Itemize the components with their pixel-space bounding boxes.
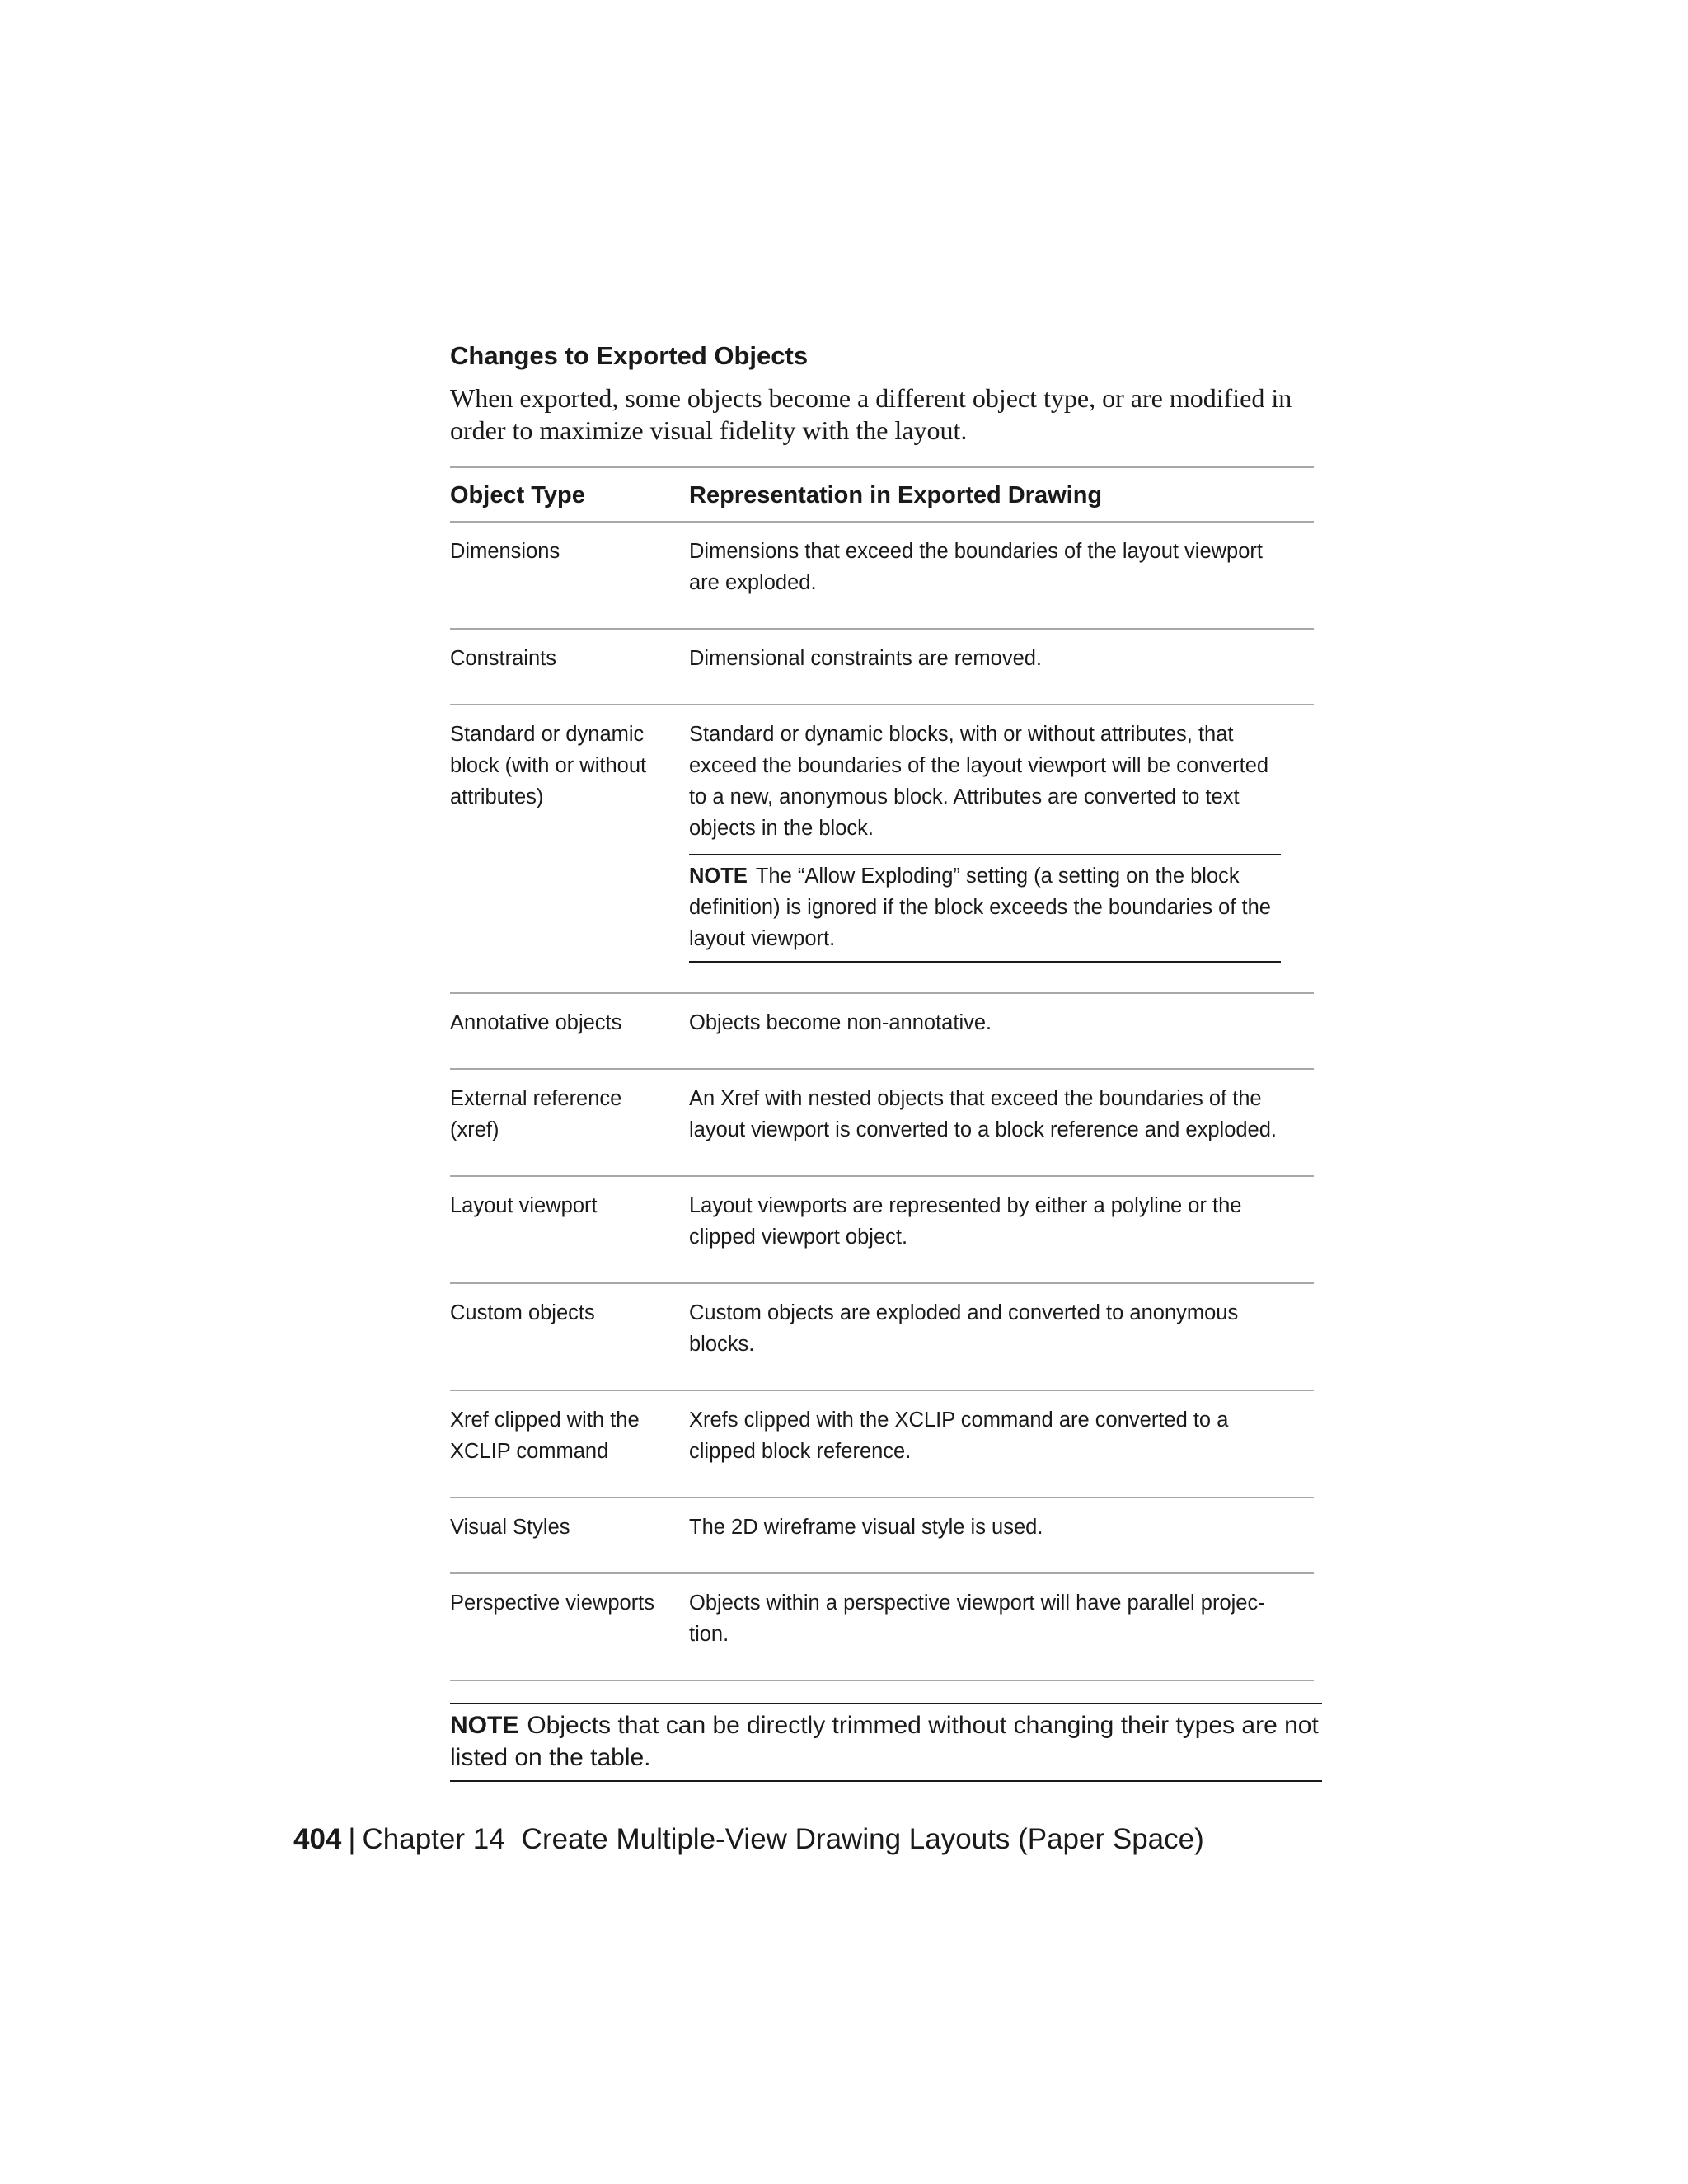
- page-content: [450, 340, 1324, 1782]
- page-footer: [293, 1821, 1204, 1858]
- representation-cell: Objects become non-annotative.: [689, 1011, 992, 1034]
- representation-cell: The 2D wireframe visual style is used.: [689, 1516, 1043, 1539]
- table-row: [450, 1283, 1314, 1390]
- representation-cell: Layout viewports are represented by either a polyline or the clipped viewport object.: [689, 1194, 1242, 1249]
- object-type-cell: Custom objects: [450, 1301, 595, 1324]
- note-text: Objects that can be directly trimmed without changing their types are not listed on the table.: [450, 1712, 1319, 1771]
- table-row: [450, 1497, 1314, 1573]
- header-object-type: Object Type: [450, 482, 585, 509]
- bottom-note: [450, 1703, 1322, 1782]
- block-note: [689, 854, 1281, 963]
- exported-objects-table: [450, 466, 1314, 1681]
- representation-cell: Custom objects are exploded and converted to anonymous blocks.: [689, 1301, 1239, 1356]
- page-number: 404: [293, 1823, 342, 1855]
- representation-text: Standard or dynamic blocks, with or without attributes, that exceed the boundaries of the layout viewport will be converted to a new, anonymous block. Attributes are converted to text objects in the block.: [689, 723, 1269, 840]
- note-label: NOTE: [450, 1712, 519, 1739]
- table-row: [450, 993, 1314, 1069]
- table-row: [450, 1069, 1314, 1176]
- object-type-cell: Perspective viewports: [450, 1591, 655, 1615]
- representation-cell: Xrefs clipped with the XCLIP command are converted to a clipped block reference.: [689, 1408, 1229, 1463]
- table-row: [450, 629, 1314, 705]
- object-type-cell: Constraints: [450, 647, 556, 670]
- table-row: [450, 1176, 1314, 1283]
- object-type-cell: Layout viewport: [450, 1194, 598, 1217]
- chapter-title: Create Multiple-View Drawing Layouts (Paper Space): [521, 1823, 1204, 1855]
- object-type-cell: Visual Styles: [450, 1516, 570, 1539]
- chapter-label: Chapter 14: [362, 1823, 505, 1855]
- representation-cell: An Xref with nested objects that exceed the boundaries of the layout viewport is converted to a block reference and exploded.: [689, 1087, 1278, 1141]
- table-header-row: [450, 467, 1314, 522]
- object-type-cell: Standard or dynamic block (with or without attributes): [450, 723, 647, 808]
- table-row: [450, 1390, 1314, 1497]
- representation-cell: [689, 705, 1314, 993]
- object-type-cell: Dimensions: [450, 540, 560, 563]
- object-type-cell: Xref clipped with the XCLIP command: [450, 1408, 640, 1463]
- table-row: [450, 1573, 1314, 1680]
- representation-cell: Objects within a perspective viewport will have parallel projec-tion.: [689, 1591, 1265, 1646]
- note-label: NOTE: [689, 865, 748, 888]
- intro-paragraph: When exported, some objects become a different object type, or are modified in order to maximize visual fidelity with the layout.: [450, 383, 1292, 445]
- footer-separator: |: [348, 1823, 356, 1855]
- object-type-cell: External reference (xref): [450, 1087, 622, 1141]
- representation-cell: Dimensional constraints are removed.: [689, 647, 1043, 670]
- object-type-cell: Annotative objects: [450, 1011, 622, 1034]
- table-row: [450, 522, 1314, 629]
- header-representation: Representation in Exported Drawing: [689, 482, 1103, 509]
- representation-cell: Dimensions that exceed the boundaries of the layout viewport are exploded.: [689, 540, 1263, 594]
- section-heading: Changes to Exported Objects: [450, 341, 809, 370]
- note-text: The “Allow Exploding” setting (a setting on the block definition) is ignored if the block exceeds the boundaries of the layout viewport.: [689, 865, 1271, 950]
- table-row: [450, 705, 1314, 993]
